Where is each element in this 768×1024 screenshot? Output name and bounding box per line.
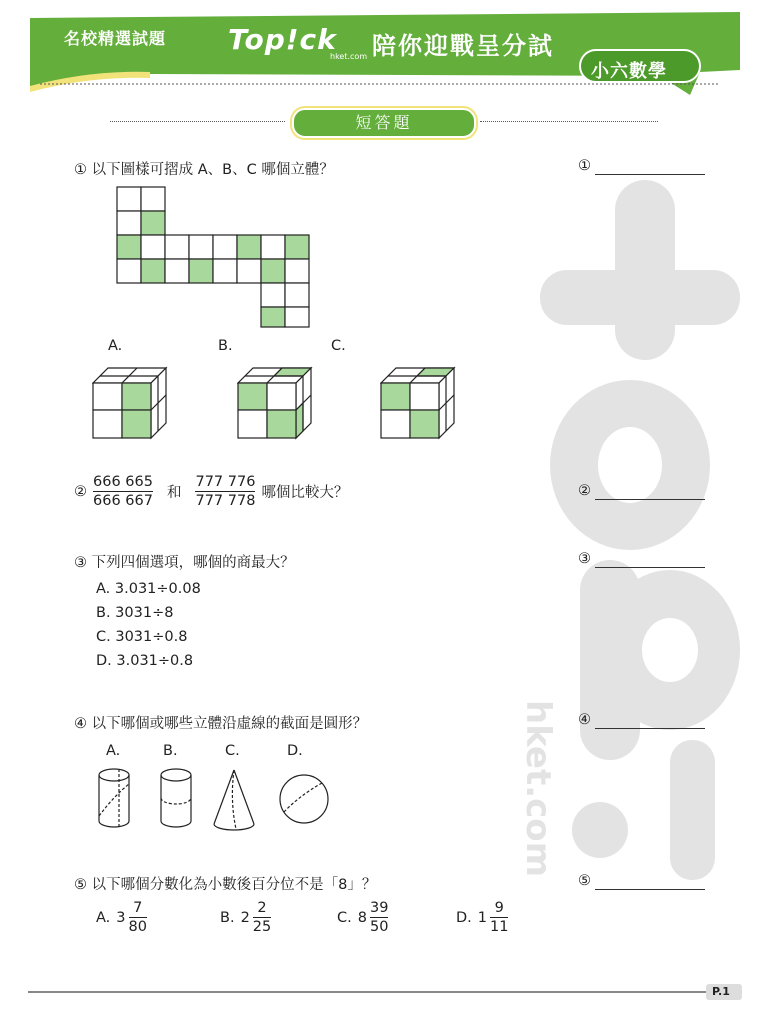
answer-4-line[interactable] xyxy=(595,728,705,729)
cylinder-a xyxy=(99,769,129,827)
q5-option-b-fraction xyxy=(253,899,271,936)
question-2-conjunction: 和 xyxy=(166,485,182,501)
q5-option-a-numerator: 7 xyxy=(133,900,143,916)
q5-option-b-whole: 2 xyxy=(240,909,250,926)
question-2-number: ② xyxy=(74,483,87,500)
q5-option-c-label: C. xyxy=(337,909,352,926)
q5-option-d-label: D. xyxy=(456,909,472,926)
q5-option-b-label: B. xyxy=(220,909,235,926)
q5-option-c-denominator: 50 xyxy=(369,919,389,935)
q3-option-a: A. 3.031÷0.08 xyxy=(96,581,201,597)
page-number: P.1 xyxy=(712,985,730,998)
q1-option-b-label: B. xyxy=(218,338,233,354)
q5-option-d xyxy=(456,899,508,936)
question-4-text: 以下哪個或哪些立體沿虛線的截面是圓形？ xyxy=(91,716,368,732)
question-1-text: 以下圖樣可摺成 A、B、C 哪個立體？ xyxy=(91,162,334,178)
fraction-1 xyxy=(93,473,153,510)
answer-1-number: ① xyxy=(578,158,591,174)
q5-option-a-label: A. xyxy=(96,909,111,926)
q5-option-b xyxy=(220,899,271,936)
footer-rule xyxy=(28,991,708,993)
question-3-text: 下列四個選項，哪個的商最大？ xyxy=(91,555,295,571)
answer-5-line[interactable] xyxy=(595,889,705,890)
solids-row xyxy=(94,766,334,832)
q5-option-d-denominator: 11 xyxy=(490,919,509,935)
q5-option-b-denominator: 25 xyxy=(252,919,272,935)
q1-option-c-label: C. xyxy=(331,338,346,354)
q3-options xyxy=(96,577,201,673)
question-1-number: ① xyxy=(74,162,87,178)
answer-5-number: ⑤ xyxy=(578,873,591,889)
q5-option-b-numerator: 2 xyxy=(257,900,267,916)
q3-option-d: D. 3.031÷0.8 xyxy=(96,653,194,669)
answer-1-line[interactable] xyxy=(595,174,705,175)
fraction-1-numerator: 666 665 xyxy=(93,474,153,490)
question-5-text: 以下哪個分數化為小數後百分位不是「8」？ xyxy=(91,877,377,893)
cube-b xyxy=(237,366,313,440)
answer-2-number: ② xyxy=(578,483,591,499)
question-4 xyxy=(74,712,367,733)
q3-option-b: B. 3031÷8 xyxy=(96,605,174,621)
sphere-d xyxy=(280,775,328,823)
question-5 xyxy=(74,873,376,894)
section-dotted-left xyxy=(110,121,285,122)
cube-net xyxy=(116,186,312,328)
question-2-tail: 哪個比較大？ xyxy=(261,485,349,501)
section-title: 短答題 xyxy=(292,108,476,138)
watermark-site: hket.com xyxy=(518,700,558,878)
q4-option-b-label: B. xyxy=(163,743,178,759)
answer-3-number: ③ xyxy=(578,551,591,567)
q1-option-a-label: A. xyxy=(108,338,123,354)
q5-option-c-fraction xyxy=(370,899,388,936)
header-slogan: 陪你迎戰呈分試 xyxy=(372,32,554,60)
q4-option-c-label: C. xyxy=(225,743,240,759)
cylinder-b xyxy=(161,769,191,827)
header-left-title: 名校精選試題 xyxy=(64,29,167,48)
q5-option-a xyxy=(96,899,147,936)
question-3 xyxy=(74,551,295,572)
fraction-2-numerator: 777 776 xyxy=(195,474,256,490)
q5-option-d-numerator: 9 xyxy=(494,900,504,916)
fraction-2-denominator: 777 778 xyxy=(195,493,256,509)
q5-option-d-fraction xyxy=(490,899,508,936)
question-1 xyxy=(74,158,334,179)
cube-c xyxy=(380,366,456,440)
question-3-number: ③ xyxy=(74,555,87,571)
q5-option-c xyxy=(337,899,388,936)
question-5-number: ⑤ xyxy=(74,877,87,893)
cube-a xyxy=(92,366,168,440)
question-2 xyxy=(74,473,348,510)
answer-3-line[interactable] xyxy=(595,567,705,568)
fraction-2 xyxy=(195,473,255,510)
q5-option-c-whole: 8 xyxy=(357,909,367,926)
q4-option-a-label: A. xyxy=(106,743,121,759)
q5-option-d-whole: 1 xyxy=(477,909,488,926)
q5-option-c-numerator: 39 xyxy=(369,900,389,916)
fraction-1-denominator: 666 667 xyxy=(93,493,153,509)
question-4-number: ④ xyxy=(74,716,87,732)
cone-c xyxy=(214,770,254,830)
answer-2-line[interactable] xyxy=(595,499,705,500)
logo-site: hket.com xyxy=(330,52,368,61)
grade-tab: 小六數學 xyxy=(591,61,667,82)
q4-option-d-label: D. xyxy=(287,743,303,759)
answer-4-number: ④ xyxy=(578,712,591,728)
q5-option-a-denominator: 80 xyxy=(128,919,147,935)
q5-option-a-whole: 3 xyxy=(116,909,126,926)
q5-option-a-fraction xyxy=(129,899,147,936)
section-dotted-right xyxy=(480,121,658,122)
q3-option-c: C. 3031÷0.8 xyxy=(96,629,188,645)
topick-logo: Top!ck xyxy=(228,23,337,56)
